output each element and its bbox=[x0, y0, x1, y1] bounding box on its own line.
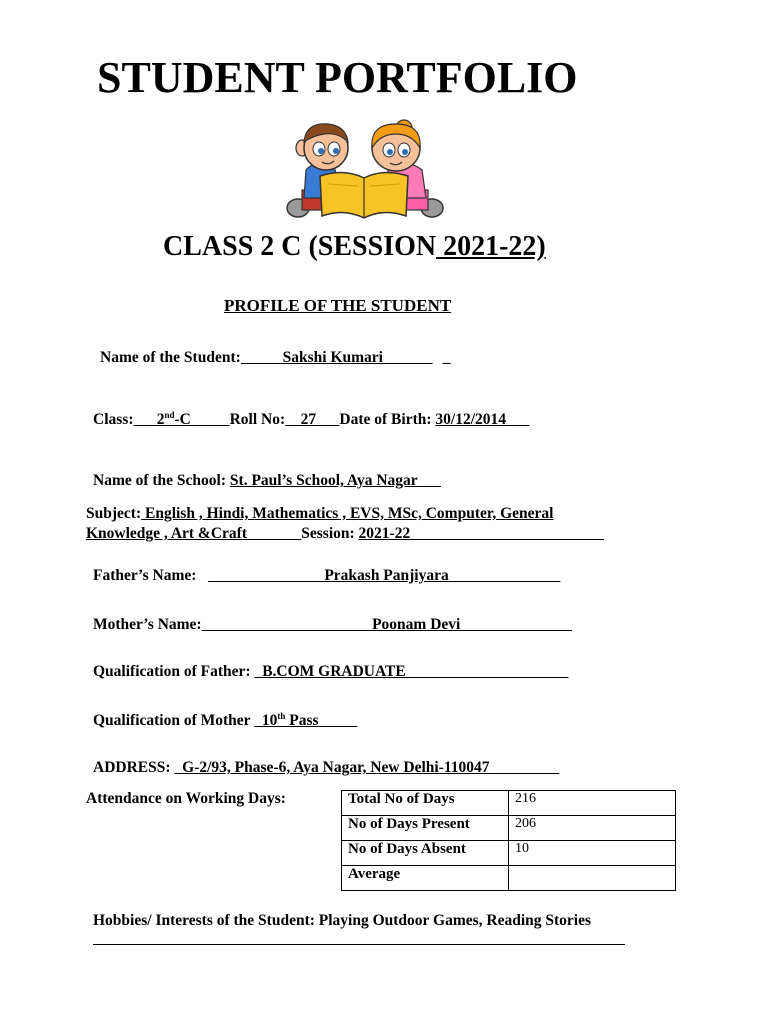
father-qualification-label: Qualification of Father: bbox=[93, 663, 251, 680]
attendance-label: Attendance on Working Days: bbox=[86, 790, 286, 807]
school-value: St. Paul’s School, Aya Nagar bbox=[229, 472, 418, 489]
student-name-value: Sakshi Kumari bbox=[282, 349, 383, 366]
class-value: 2nd-C bbox=[156, 410, 191, 429]
subject-value-line1: English , Hindi, Mathematics , EVS, MSc, Computer, General bbox=[141, 505, 554, 522]
table-row bbox=[342, 841, 676, 866]
hobbies-value: Playing Outdoor Games, Reading Stories bbox=[318, 912, 592, 929]
subject-row-1 bbox=[86, 505, 553, 523]
dob-label: Date of Birth: bbox=[339, 411, 432, 429]
subject-row-2 bbox=[86, 525, 604, 543]
attendance-key: No of Days Absent bbox=[342, 841, 509, 866]
attendance-value: 10 bbox=[509, 841, 676, 866]
dob-value: 30/12/2014 bbox=[435, 411, 507, 429]
school-label: Name of the School: bbox=[93, 472, 227, 489]
attendance-value: 216 bbox=[509, 791, 676, 816]
table-row bbox=[342, 791, 676, 816]
class-heading-text: CLASS 2 C (SESSION bbox=[163, 231, 437, 262]
mother-qualification-label: Qualification of Mother bbox=[93, 712, 251, 730]
mother-name-value: Poonam Devi bbox=[372, 616, 461, 633]
father-name-value: Prakash Panjiyara bbox=[324, 567, 449, 584]
attendance-value: 206 bbox=[509, 816, 676, 841]
address-value: G-2/93, Phase-6, Aya Nagar, New Delhi-110047 bbox=[182, 759, 490, 776]
father-name-label: Father’s Name: bbox=[93, 567, 197, 584]
attendance-key: No of Days Present bbox=[342, 816, 509, 841]
class-roll-dob-row bbox=[93, 410, 529, 429]
hobbies-row bbox=[93, 912, 591, 930]
school-row bbox=[93, 472, 441, 490]
attendance-key: Total No of Days bbox=[342, 791, 509, 816]
mother-qualification-value: 10th Pass bbox=[261, 711, 319, 730]
father-qualification-value: B.COM GRADUATE bbox=[262, 663, 406, 680]
student-name-label: Name of the Student: bbox=[100, 349, 241, 366]
profile-heading: PROFILE OF THE STUDENT bbox=[224, 296, 452, 315]
father-qualification-row bbox=[93, 663, 568, 681]
student-name-row: Name of the Student: Sakshi Kumari _ bbox=[100, 349, 451, 366]
attendance-table bbox=[341, 790, 676, 891]
session-value: 2021-22 bbox=[358, 525, 411, 542]
mother-name-row bbox=[93, 616, 572, 634]
mother-qualification-row bbox=[93, 711, 357, 730]
subject-label: Subject: bbox=[86, 505, 142, 522]
session-label: Session: bbox=[301, 525, 355, 542]
class-label: Class: bbox=[93, 411, 134, 429]
mother-name-label: Mother’s Name: bbox=[93, 616, 202, 633]
hobbies-label: Hobbies/ Interests of the Student: bbox=[93, 912, 315, 929]
hobbies-blank-line bbox=[93, 944, 625, 945]
class-session-heading bbox=[163, 231, 546, 263]
page-title: STUDENT PORTFOLIO bbox=[97, 53, 578, 102]
roll-value: 27 bbox=[300, 411, 317, 429]
subject-value-line2: Knowledge , Art &Craft bbox=[86, 525, 247, 542]
address-label: ADDRESS: bbox=[93, 759, 171, 776]
session-heading-value: 2021-22) bbox=[436, 231, 546, 262]
children-reading-book-icon bbox=[284, 118, 444, 224]
attendance-key: Average bbox=[342, 866, 509, 891]
attendance-value bbox=[509, 866, 676, 891]
table-row bbox=[342, 816, 676, 841]
address-row bbox=[93, 759, 559, 777]
father-name-row bbox=[93, 567, 560, 585]
roll-label: Roll No: bbox=[229, 411, 286, 429]
table-row bbox=[342, 866, 676, 891]
